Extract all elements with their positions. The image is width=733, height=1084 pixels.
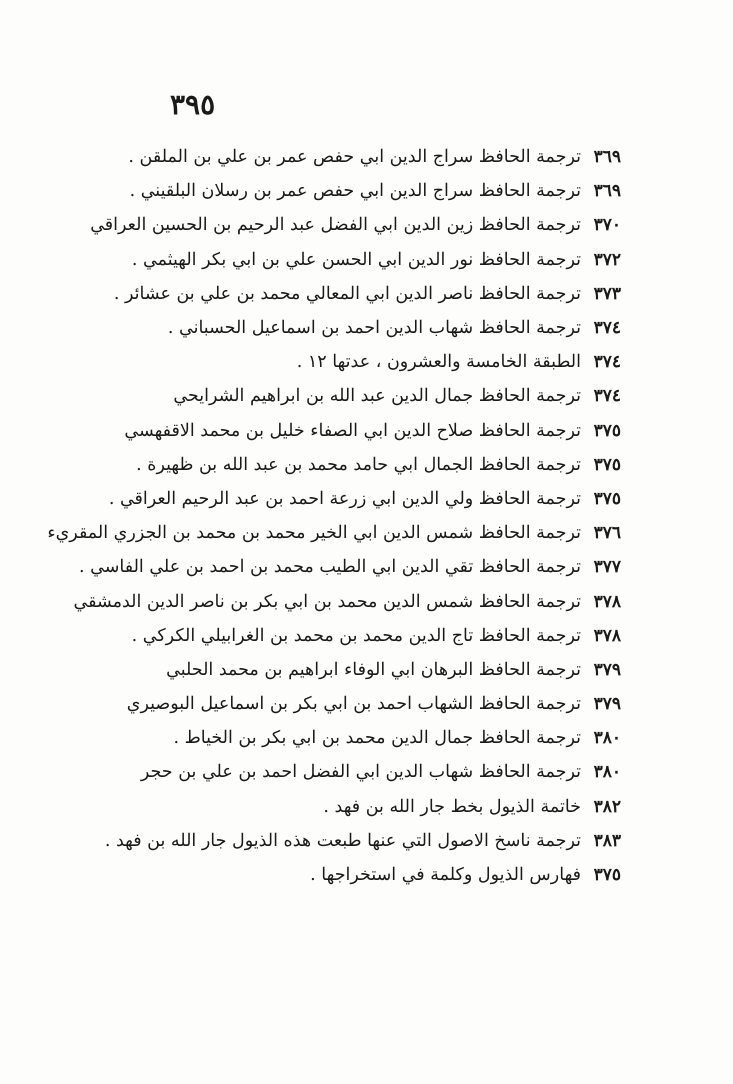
toc-entry-title: ترجمة الحافظ شمس الدين محمد بن ابي بكر بن ناصر الدين الدمشقي (73, 591, 581, 612)
toc-entry (113, 277, 621, 311)
toc-entry-page: ٣٧٤ (593, 318, 621, 339)
toc-entry-page: ٣٧٤ (593, 352, 621, 373)
page-number: ٣٩٥ (170, 88, 216, 121)
toc-entry-title: ترجمة الحافظ نور الدين ابي الحسن علي بن ابي بكر الهيثمي . (131, 249, 581, 270)
toc-entry-page: ٣٧٧ (593, 557, 621, 578)
toc-entry-title: ترجمة الحافظ تقي الدين ابي الطيب محمد بن احمد بن علي الفاسي . (79, 557, 581, 578)
toc-entry-title: ترجمة الحافظ سراج الدين ابي حفص عمر بن رسلان البلقيني . (129, 181, 581, 202)
toc-entry (131, 243, 621, 277)
toc-entry (126, 687, 621, 721)
toc-entry-title: خاتمة الذيول بخط جار الله بن فهد . (323, 796, 581, 817)
toc-entry-title: ترجمة ناسخ الاصول التي عنها طبعت هذه الذيول جار الله بن فهد . (104, 830, 581, 851)
toc-entry-title: فهارس الذيول وكلمة في استخراجها . (310, 865, 581, 886)
toc-entry-title: ترجمة الحافظ ولي الدين ابي زرعة احمد بن عبد الرحيم العراقي . (108, 488, 581, 509)
toc-entry-page: ٣٨٢ (593, 796, 621, 817)
toc-entry-page: ٣٧٠ (593, 215, 621, 236)
toc-entry-title: ترجمة الحافظ زين الدين ابي الفضل عبد الرحيم بن الحسين العراقي (90, 215, 581, 236)
toc-entry-title: ترجمة الحافظ سراج الدين ابي حفص عمر بن علي بن الملقن . (128, 147, 581, 168)
toc-entry (79, 550, 621, 584)
toc-entry (151, 721, 621, 755)
toc-entry-title: ترجمة الحافظ صلاح الدين ابي الصفاء خليل بن محمد الاقفهسي (124, 420, 581, 441)
toc-entry-page: ٣٧٥ (593, 488, 621, 509)
toc-entry-title: ترجمة الحافظ الجمال ابي حامد محمد بن عبد الله بن ظهيرة . (136, 454, 581, 475)
toc-entry (128, 140, 621, 174)
toc-entry-page: ٣٧٨ (593, 625, 621, 646)
table-of-contents (47, 140, 621, 892)
toc-entry-page: ٣٧٥ (593, 454, 621, 475)
toc-entry (73, 584, 621, 618)
toc-entry-page: ٣٧٥ (593, 420, 621, 441)
toc-entry-page: ٣٧٢ (593, 249, 621, 270)
toc-entry-page: ٣٧٦ (593, 523, 621, 544)
toc-entry (151, 311, 621, 345)
toc-entry-title: ترجمة الحافظ تاج الدين محمد بن محمد بن الغرابيلي الكركي . (131, 625, 581, 646)
toc-entry (151, 379, 621, 413)
toc-entry-title: ترجمة الحافظ البرهان ابي الوفاء ابراهيم بن محمد الحلبي (166, 659, 581, 680)
toc-entry (104, 824, 621, 858)
toc-entry (131, 619, 621, 653)
toc-entry-page: ٣٦٩ (593, 147, 621, 168)
toc-entry (136, 448, 621, 482)
toc-entry-page: ٣٧٩ (593, 659, 621, 680)
toc-entry-page: ٣٨٠ (593, 728, 621, 749)
toc-entry-page: ٣٧٨ (593, 591, 621, 612)
toc-entry-title: ترجمة الحافظ جمال الدين محمد بن ابي بكر بن الخياط . (173, 728, 581, 749)
toc-entry (124, 414, 621, 448)
toc-entry-page: ٣٨٣ (593, 830, 621, 851)
toc-entry (140, 755, 621, 789)
toc-entry-title: الطبقة الخامسة والعشرون ، عدتها ١٢ . (296, 352, 581, 373)
toc-entry-page: ٣٨٠ (593, 762, 621, 783)
toc-entry (47, 516, 621, 550)
toc-entry-page: ٣٧٣ (593, 283, 621, 304)
toc-entry-page: ٣٧٥ (593, 865, 621, 886)
toc-entry-title: ترجمة الحافظ شهاب الدين احمد بن اسماعيل الحسباني . (167, 318, 581, 339)
toc-entry (151, 790, 621, 824)
toc-entry-page: ٣٧٤ (593, 386, 621, 407)
toc-entry (108, 482, 621, 516)
toc-entry-title: ترجمة الحافظ شمس الدين ابي الخير محمد بن محمد بن الجزري المقريء (47, 523, 581, 544)
toc-entry-title: ترجمة الحافظ ناصر الدين ابي المعالي محمد بن علي بن عشائر . (113, 283, 581, 304)
toc-section-heading (151, 345, 621, 379)
toc-entry-title: ترجمة الحافظ الشهاب احمد بن ابي بكر بن اسماعيل البوصيري (126, 694, 581, 715)
toc-entry-title: ترجمة الحافظ جمال الدين عبد الله بن ابراهيم الشرايحي (173, 386, 581, 407)
toc-entry (90, 208, 621, 242)
toc-entry (151, 653, 621, 687)
toc-entry-page: ٣٦٩ (593, 181, 621, 202)
toc-entry (151, 858, 621, 892)
toc-entry-title: ترجمة الحافظ شهاب الدين ابي الفضل احمد بن علي بن حجر (140, 762, 581, 783)
toc-entry-page: ٣٧٩ (593, 694, 621, 715)
toc-entry (129, 174, 621, 208)
